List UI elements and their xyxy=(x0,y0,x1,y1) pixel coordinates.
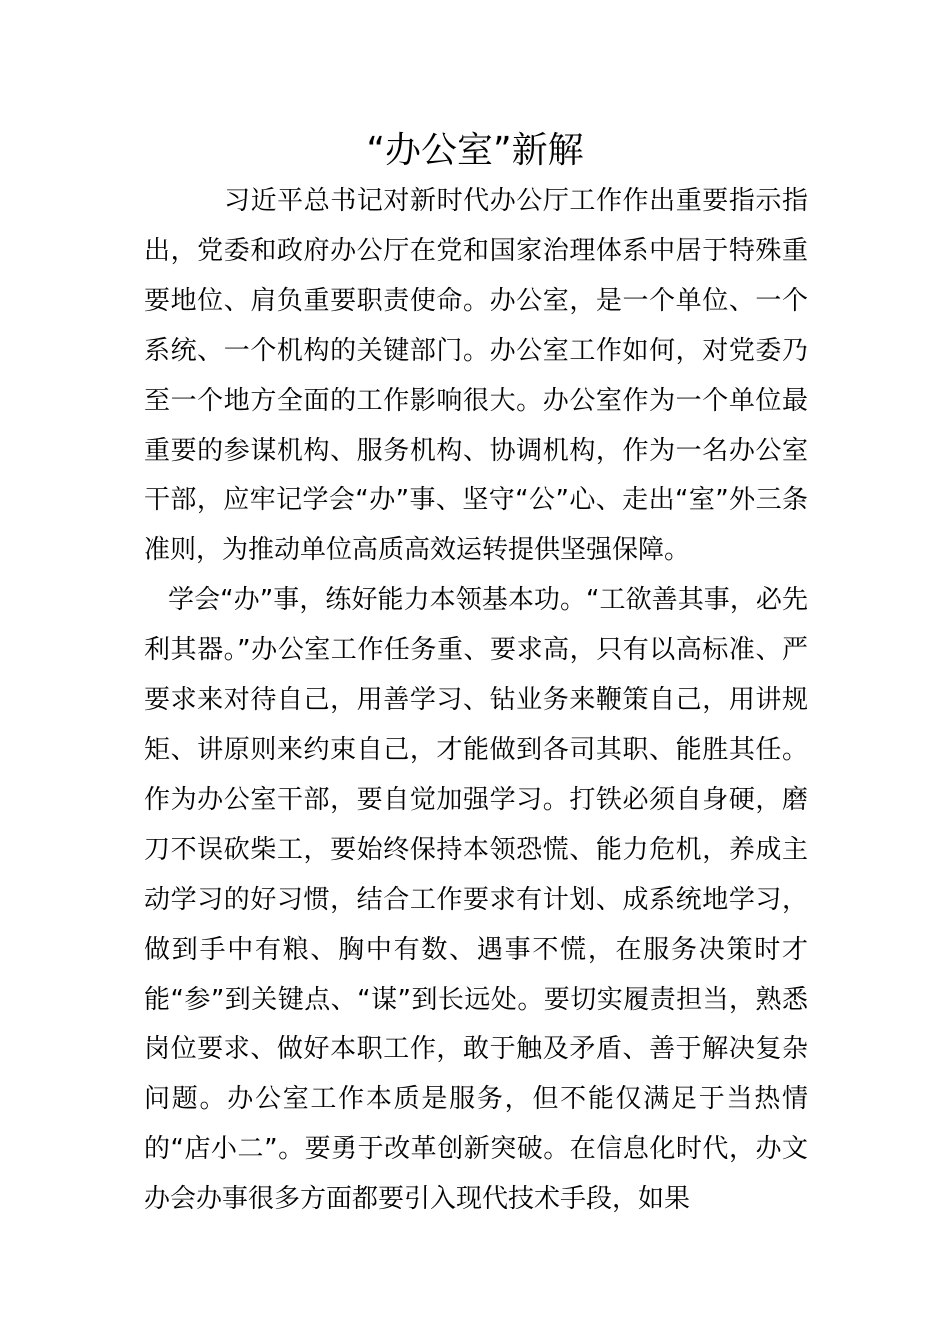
document-title: “办公室”新解 xyxy=(366,130,584,171)
document-body xyxy=(144,177,808,1225)
paragraph-learn-to-do: 学会“办”事，练好能力本领基本功。“工欲善其事，必先利其器。”办公室工作任务重、要求高，只有以高标准、严要求来对待自己，用善学习、钻业务来鞭策自己，用讲规矩、讲原则来约束自己，才能做到各司其职、能胜其任。作为办公室干部，要自觉加强学习。打铁必须自身硬，磨刀不误砍柴工，要始终保持本领恐慌、能力危机，养成主动学习的好习惯，结合工作要求有计划、成系统地学习，做到手中有粮、胸中有数、遇事不慌，在服务决策时才能“参”到关键点、“谋”到长远处。要切实履责担当，熟悉岗位要求、做好本职工作，敢于触及矛盾、善于解决复杂问题。办公室工作本质是服务，但不能仅满足于当热情的“店小二”。要勇于改革创新突破。在信息化时代，办文办会办事很多方面都要引入现代技术手段，如果 xyxy=(144,585,808,1215)
paragraph-intro: 习近平总书记对新时代办公厅工作作出重要指示指出，党委和政府办公厅在党和国家治理体系中居于特殊重要地位、肩负重要职责使命。办公室，是一个单位、一个系统、一个机构的关键部门。办公室工作如何，对党委乃至一个地方全面的工作影响很大。办公室作为一个单位最重要的参谋机构、服务机构、协调机构，作为一名办公室干部，应牢记学会“办”事、坚守“公”心、走出“室”外三条准则，为推动单位高质高效运转提供坚强保障。 xyxy=(144,186,808,566)
